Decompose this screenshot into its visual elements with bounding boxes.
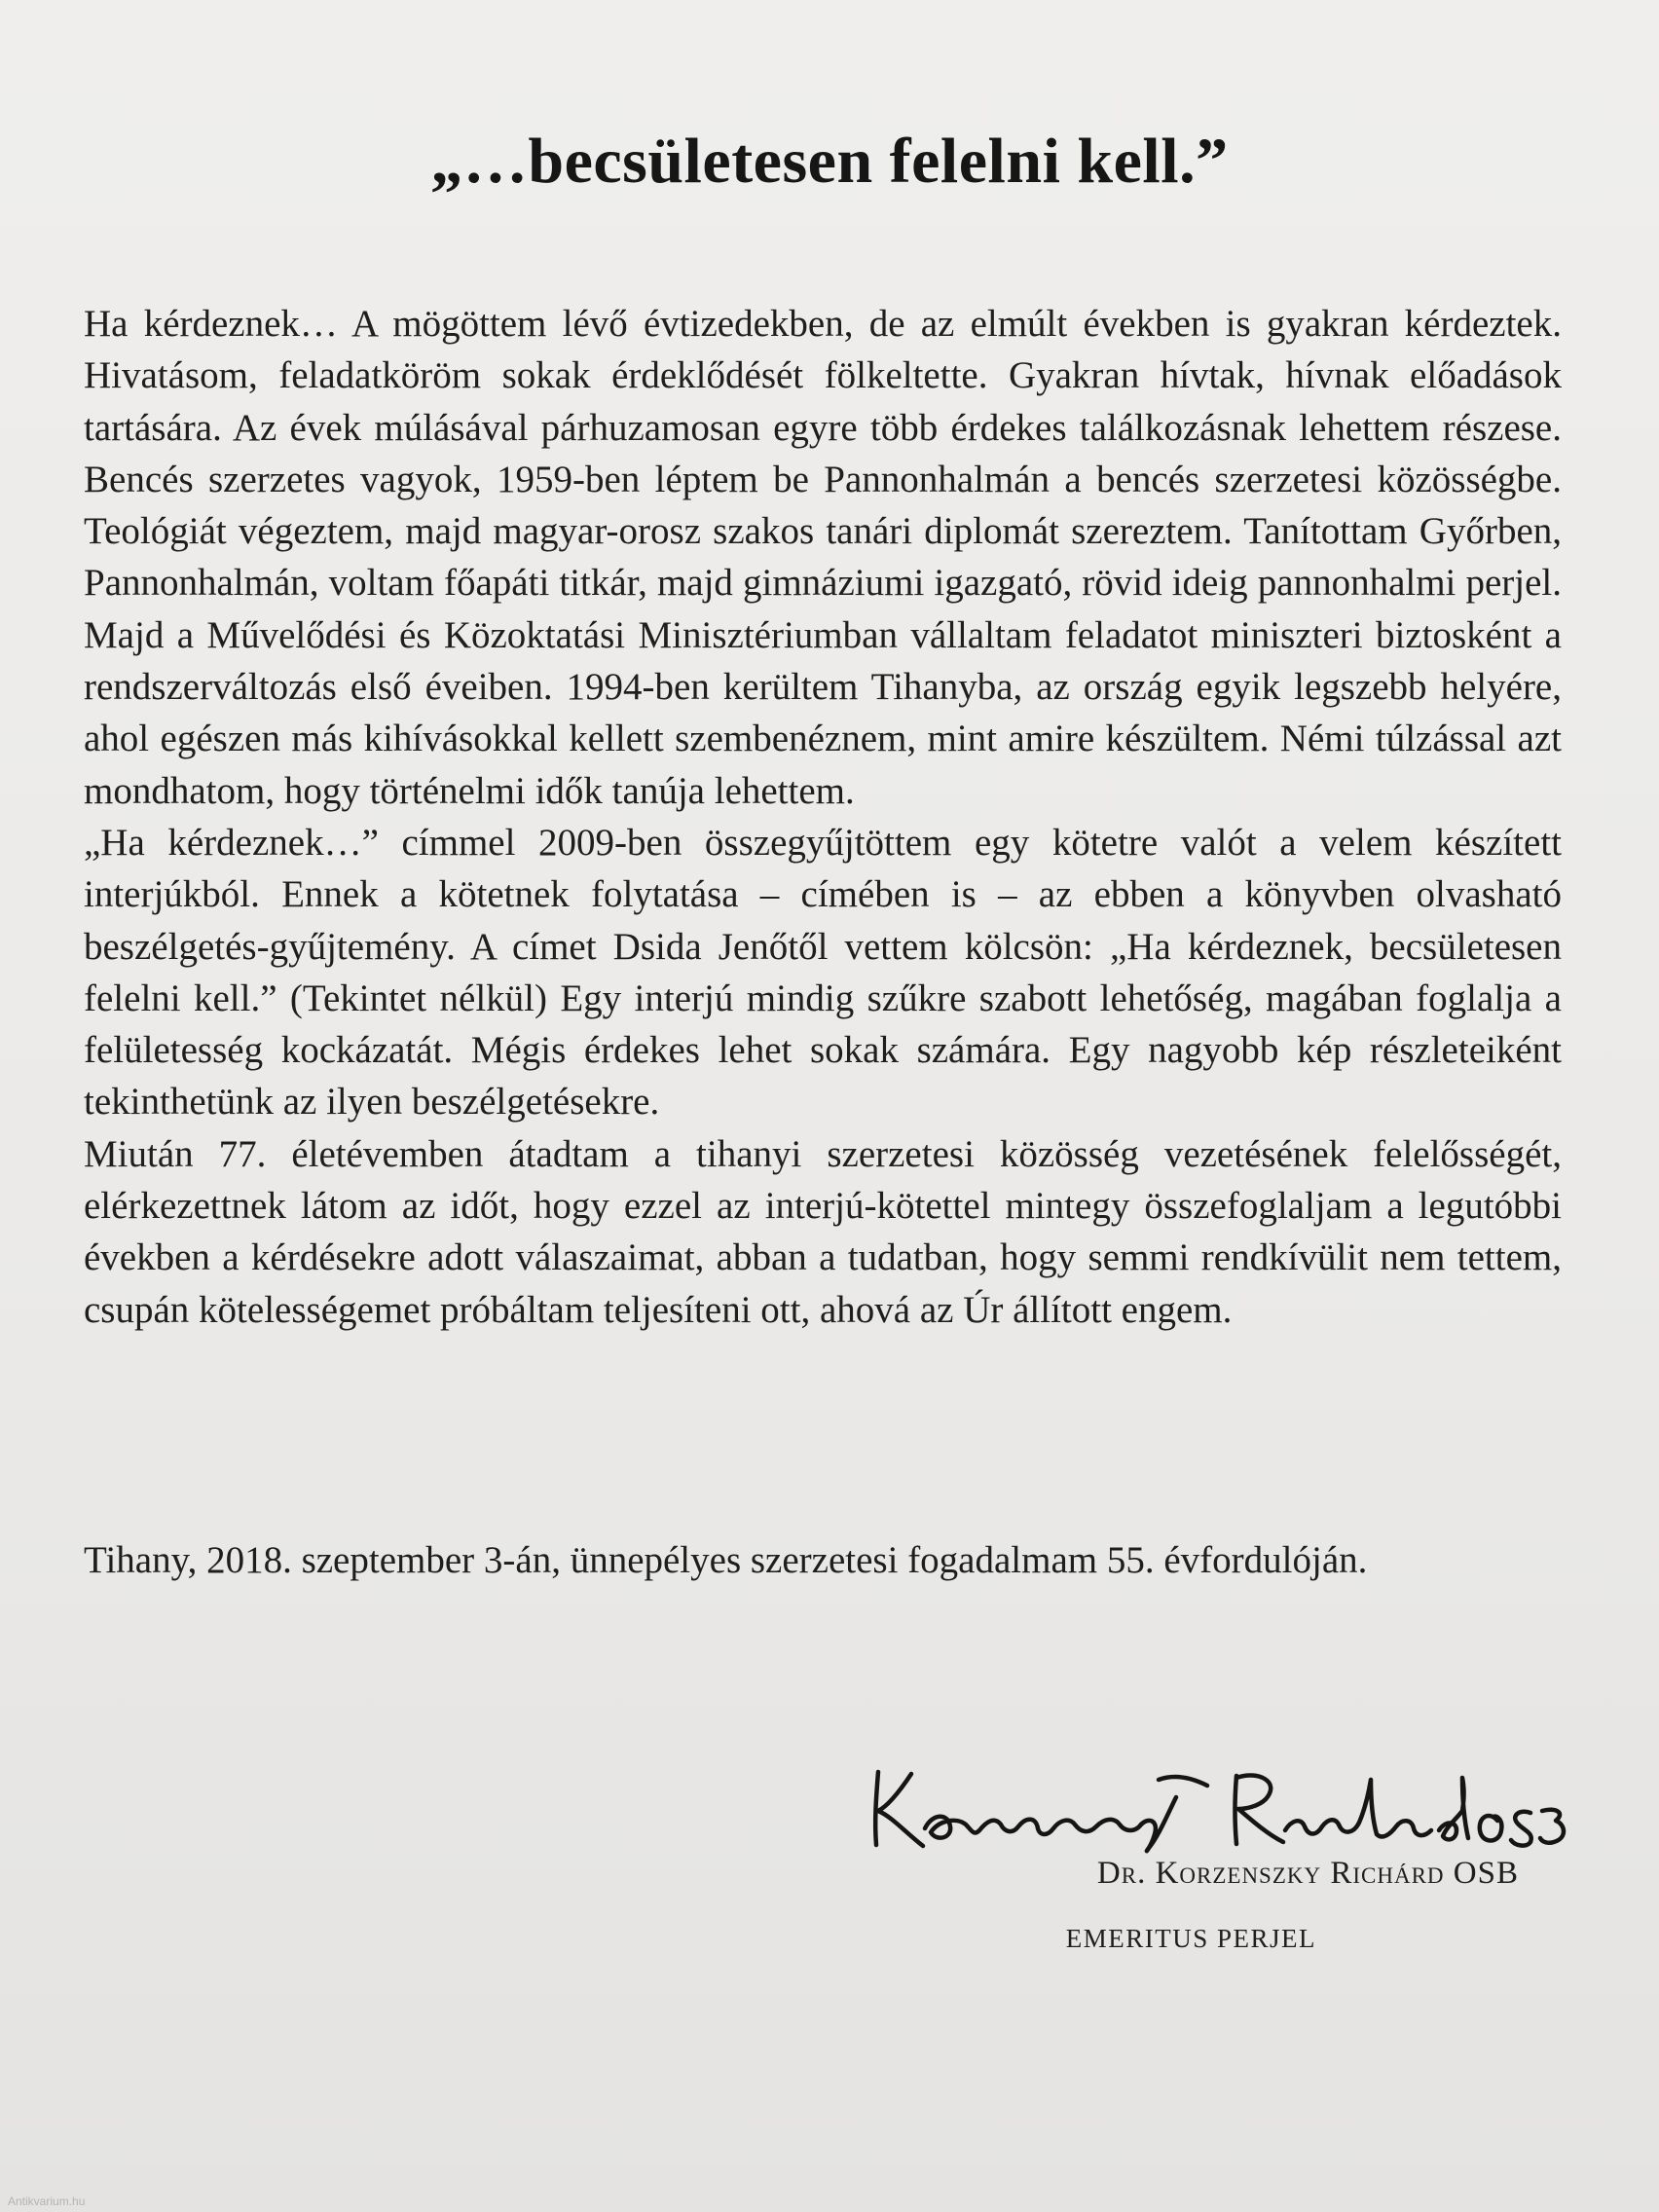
paragraph-1: Ha kérdeznek… A mögöttem lévő évtizedekben, de az elmúlt években is gyakran kérdeztek. Hivatásom, feladatköröm sokak érdeklődését fölkeltette. Gyakran hívtak, hívnak előadások tartására. Az évek múlásával párhuzamosan egyre több érdekes találkozásnak lehettem részese. Bencés szerzetes vagyok, 1959-ben léptem be Pannonhalmán a bencés szerzetesi közösségbe. Teológiát végeztem, majd magyar-orosz szakos tanári diplomát szereztem. Tanítottam Győrben, Pannonhalmán, voltam főapáti titkár, majd gimnáziumi igazgató, rövid ideig pannonhalmi perjel. Majd a Művelődési és Közoktatási Minisztériumban vállaltam feladatot miniszteri biztosként a rendszerváltozás első éveiben. 1994-ben kerültem Tihanyba, az ország egyik legszebb helyére, ahol egészen más kihívásokkal kellett szembenéznem, mint amire készültem. Némi túlzással azt mondhatom, hogy történelmi idők tanúja lehettem. — [84, 303, 1562, 812]
preface-text — [84, 298, 1562, 1336]
signatory-name: Dr. Korzenszky Richárd OSB — [1096, 1856, 1519, 1891]
page-title: „…becsületesen felelni kell.” — [430, 126, 1229, 197]
dateline: Tihany, 2018. szeptember 3-án, ünnepélyes szerzetesi fogadalmam 55. évfordulóján. — [84, 1539, 1368, 1581]
handwritten-signature — [866, 1752, 1567, 1860]
paragraph-3: Miután 77. életévemben átadtam a tihanyi szerzetesi közösség vezetésének felelősségét, elérkezettnek látom az időt, hogy ezzel az interjú-kötettel mintegy összefoglaljam a legutóbbi években a kérdésekre adott válaszaimat, abban a tudatban, hogy semmi rendkívülit nem tettem, csupán kötelességemet próbáltam teljesíteni ott, ahová az Úr állított engem. — [84, 1132, 1562, 1331]
signatory-role: EMERITUS PERJEL — [1065, 1924, 1316, 1953]
watermark: Antikvarium.hu — [8, 2194, 86, 2208]
paragraph-2: „Ha kérdeznek…” címmel 2009-ben összegyűjtöttem egy kötetre valót a velem készített interjúkból. Ennek a kötetnek folytatása – címében is – az ebben a könyvben olvasható beszélgetés-gyűjtemény. A címet Dsida Jenőtől vettem kölcsön: „Ha kérdeznek, becsületesen felelni kell.” (Tekintet nélkül) Egy interjú mindig szűkre szabott lehetőség, magában foglalja a felületesség kockázatát. Mégis érdekes lehet sokak számára. Egy nagyobb kép részleteiként tekinthetünk az ilyen beszélgetésekre. — [84, 821, 1562, 1124]
